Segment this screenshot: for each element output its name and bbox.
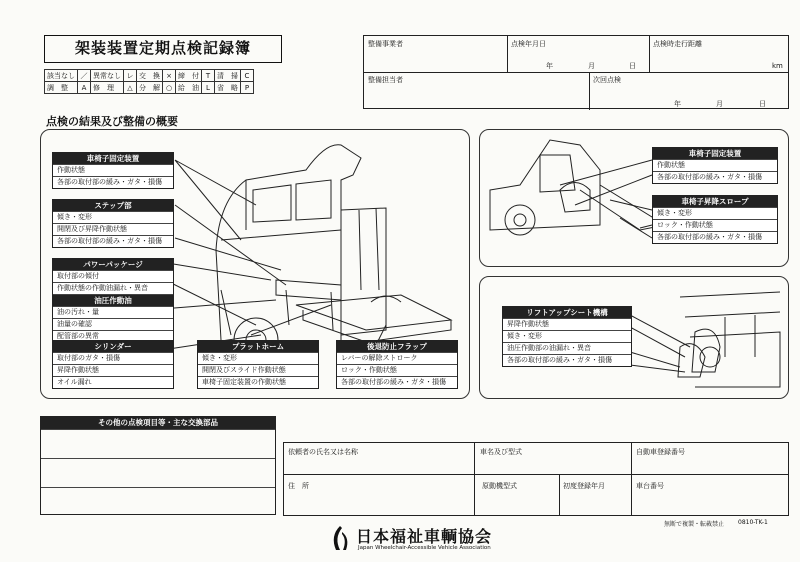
group-platform [197, 340, 319, 389]
check-item: 傾き・変形 [503, 330, 631, 342]
group-backstop-flap [336, 340, 458, 389]
next-year-unit: 年 [674, 100, 681, 108]
check-item: レバーの解除ストローク [337, 352, 457, 364]
legend-symbol: P [241, 82, 254, 94]
check-item: 車椅子固定装置の作動状態 [198, 376, 318, 388]
check-item: 作動状態の作動油漏れ・異音 [53, 282, 173, 294]
divider [649, 36, 650, 72]
next-inspection-label: 次回点検 [593, 76, 621, 84]
check-item: 取付部の傾付 [53, 270, 173, 282]
legend-label: 清 掃 [215, 70, 241, 82]
date-day-unit: 日 [629, 62, 636, 70]
copy-notice: 無断で複製・転載禁止 [664, 521, 725, 528]
legend-symbol: L [202, 82, 215, 94]
legend-label: 該当なし [45, 70, 78, 82]
other-items-row[interactable] [41, 487, 275, 516]
check-item: 各部の取付部の緩み・ガタ・損傷 [653, 171, 777, 183]
legend-row-2 [45, 82, 254, 94]
mileage-label: 点検時走行距離 [653, 40, 702, 48]
other-items-row[interactable] [41, 458, 275, 487]
vehicle-request-box [283, 442, 789, 516]
check-item: ロック・作動状態 [653, 219, 777, 231]
check-item: 油の汚れ・量 [53, 306, 173, 318]
legend-symbol: ／ [78, 70, 91, 82]
group-title: ステップ部 [53, 200, 173, 211]
check-item: 各部の取付部の緩み・ガタ・損傷 [503, 354, 631, 366]
date-year-unit: 年 [546, 62, 553, 70]
date-label: 点検年月日 [511, 40, 546, 48]
legend-label: 修 理 [91, 82, 124, 94]
check-item: 各部の取付部の緩み・ガタ・損傷 [653, 231, 777, 243]
check-item: 傾き・変形 [53, 211, 173, 223]
group-cylinder [52, 340, 174, 389]
engine-label: 原動機型式 [482, 482, 517, 490]
legend-label: 給 油 [176, 82, 202, 94]
check-item: 開閉及びスライド作動状態 [198, 364, 318, 376]
check-item: 油量の確認 [53, 318, 173, 330]
symbol-legend [44, 69, 254, 94]
client-label: 依頼者の氏名又は名称 [288, 448, 358, 456]
address-label: 住 所 [288, 482, 309, 490]
form-code: 0810-TK-1 [738, 519, 768, 526]
check-item: 取付部のガタ・損傷 [53, 352, 173, 364]
check-item: 作動状態 [53, 164, 173, 176]
other-items-row[interactable] [41, 429, 275, 458]
legend-label: 異常なし [91, 70, 124, 82]
registration-number-label: 自動車登録番号 [636, 448, 685, 456]
check-item: 昇降作動状態 [53, 364, 173, 376]
group-title: リフトアップシート機構 [503, 307, 631, 318]
divider [631, 443, 632, 515]
date-month-unit: 月 [588, 62, 595, 70]
legend-label: 省 略 [215, 82, 241, 94]
check-item: 傾き・変形 [653, 207, 777, 219]
association-logo-icon [328, 524, 352, 552]
inspection-info-box [363, 35, 789, 109]
check-item: 作動状態 [653, 159, 777, 171]
group-title: 車椅子固定装置 [653, 148, 777, 159]
group-wheelchair-fix [52, 152, 174, 189]
group-lift-seat [502, 306, 632, 367]
divider [559, 474, 560, 515]
divider [364, 72, 788, 73]
group-slope [652, 195, 778, 244]
legend-symbol: レ [124, 70, 137, 82]
divider [589, 72, 590, 110]
legend-symbol: △ [124, 82, 137, 94]
group-title: 車椅子昇降スロープ [653, 196, 777, 207]
business-label: 整備事業者 [368, 40, 403, 48]
association-name: 日本福祉車輌協会 [356, 527, 493, 546]
next-day-unit: 日 [759, 100, 766, 108]
divider [474, 443, 475, 515]
car-name-label: 車名及び型式 [480, 448, 522, 456]
legend-symbol: A [78, 82, 91, 94]
other-items-title: その他の点検項目等・主な交換部品 [41, 417, 275, 429]
legend-symbol: ○ [163, 82, 176, 94]
legend-symbol: T [202, 70, 215, 82]
check-item: 各部の取付部の緩み・ガタ・損傷 [337, 376, 457, 388]
group-power-package [52, 258, 174, 343]
divider [284, 474, 788, 475]
legend-row-1 [45, 70, 254, 82]
next-month-unit: 月 [716, 100, 723, 108]
check-item: 傾き・変形 [198, 352, 318, 364]
group-title: 車椅子固定装置 [53, 153, 173, 164]
mileage-unit: km [772, 62, 783, 70]
check-item: ロック・作動状態 [337, 364, 457, 376]
group-step [52, 199, 174, 248]
divider [507, 36, 508, 72]
group-title: プラットホーム [198, 341, 318, 352]
group-title: パワーパッケージ [53, 259, 173, 270]
check-item: 各部の取付部の緩み・ガタ・損傷 [53, 235, 173, 247]
check-item: オイル漏れ [53, 376, 173, 388]
check-item: 開閉及び昇降作動状態 [53, 223, 173, 235]
legend-label: 調 整 [45, 82, 78, 94]
check-item: 油圧作動部の油漏れ・異音 [503, 342, 631, 354]
section-title: 点検の結果及び整備の概要 [46, 115, 178, 128]
check-item: 配管部の異常 [53, 330, 173, 342]
legend-symbol: × [163, 70, 176, 82]
association-name-english: Japan Wheelchair-Accessible Vehicle Association [358, 545, 491, 551]
group-title: 後退防止フラップ [337, 341, 457, 352]
first-registration-label: 初度登録年月 [563, 482, 605, 490]
chassis-number-label: 車台番号 [636, 482, 664, 490]
group-title: 油圧作動油 [53, 294, 173, 306]
legend-label: 交 換 [137, 70, 163, 82]
inspector-label: 整備担当者 [368, 76, 403, 84]
document-title: 架装装置定期点検記録簿 [44, 35, 282, 63]
group-title: シリンダー [53, 341, 173, 352]
legend-symbol: C [241, 70, 254, 82]
group-wheelchair-fix-right [652, 147, 778, 184]
check-item: 昇降作動状態 [503, 318, 631, 330]
legend-label: 分 解 [137, 82, 163, 94]
legend-label: 締 付 [176, 70, 202, 82]
other-items-box [40, 416, 276, 515]
check-item: 各部の取付部の緩み・ガタ・損傷 [53, 176, 173, 188]
